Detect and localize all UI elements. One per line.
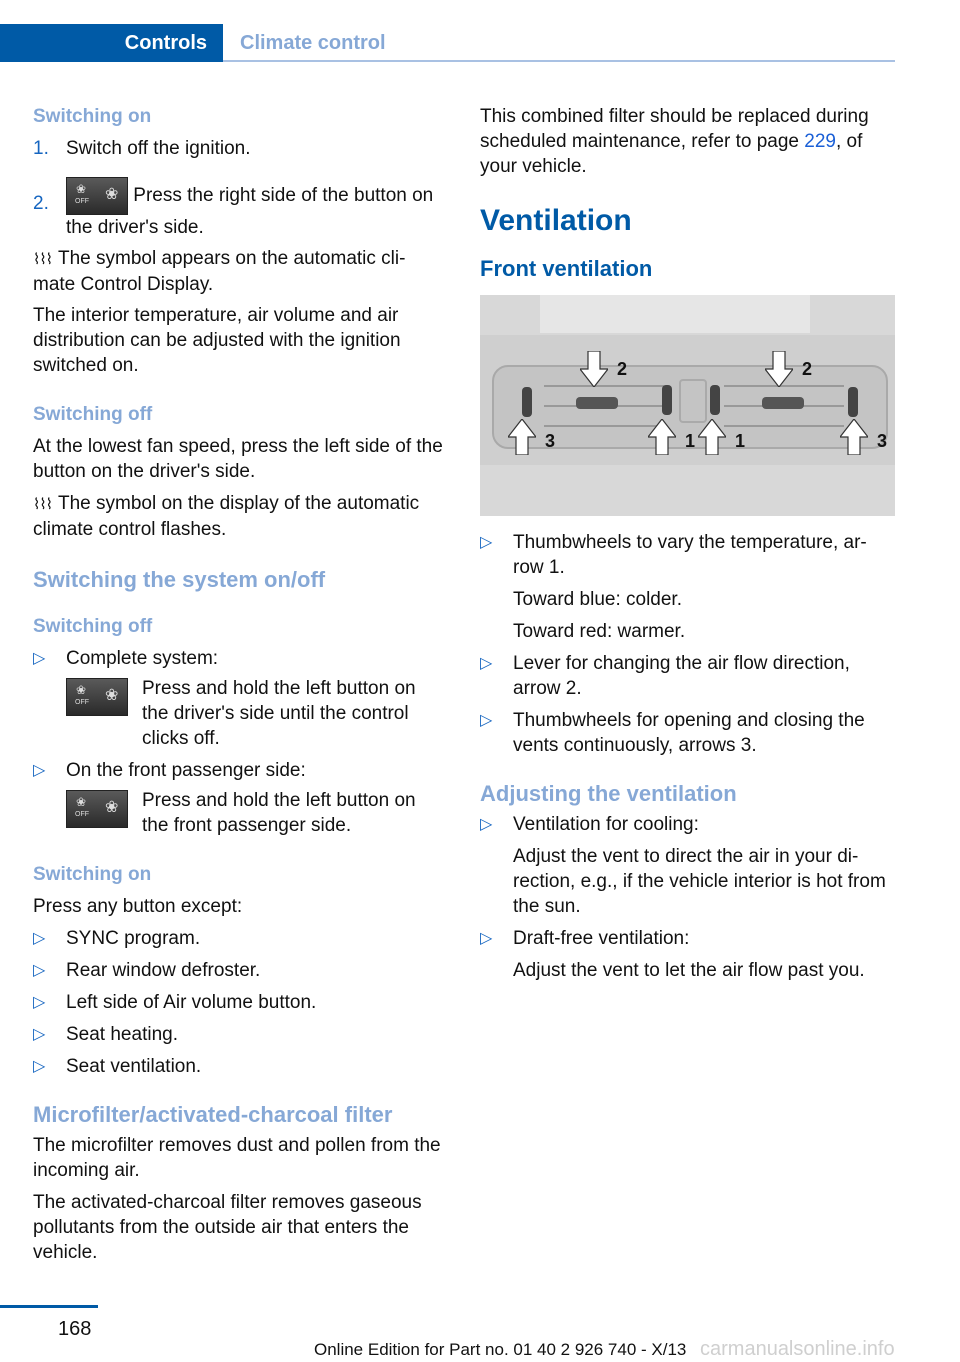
paragraph: The activated-charcoal filter removes gaseous pollutants from the outside air that enters the vehicle.	[33, 1192, 422, 1263]
list-item: ▷ Rear window defroster.	[33, 960, 261, 981]
list-item: ▷ SYNC program.	[33, 928, 201, 949]
subheading-switching-on: Switching on	[33, 864, 152, 885]
ventilation-symbol-icon: ⌇⌇⌇	[33, 496, 52, 513]
callout-arrow-3: 3	[508, 419, 536, 455]
bullet-triangle-icon: ▷	[480, 534, 493, 551]
step-number: 2.	[33, 193, 49, 214]
step-text: Press the right side of the button on the driver's side.	[66, 185, 434, 238]
heading-front-ventilation: Front ventilation	[480, 256, 653, 281]
bullet-triangle-icon: ▷	[480, 816, 493, 833]
footer-accent-bar	[0, 1305, 98, 1308]
fan-icon: ❀	[76, 683, 87, 697]
watermark: carmanualsonline.info	[700, 1338, 895, 1360]
bullet-triangle-icon: ▷	[480, 930, 493, 947]
thumbwheel	[848, 387, 858, 417]
front-vent-illustration	[480, 295, 895, 516]
bullet-triangle-icon: ▷	[33, 962, 46, 979]
edition-text: Online Edition for Part no. 01 40 2 926 740 - X/13	[314, 1340, 687, 1359]
fan-icon: ❀	[76, 795, 87, 809]
list-item: ▷ Left side of Air volume button.	[33, 992, 317, 1013]
chapter-tab-climate-control: Climate control	[240, 32, 386, 54]
paragraph: The interior temperature, air volume and air distribution can be adjusted with the ignition switched on.	[33, 305, 401, 376]
right-column	[480, 100, 896, 983]
off-label: OFF	[75, 198, 89, 205]
symbol-note: ⌇⌇⌇ The symbol appears on the automatic cli-mate Control Display.	[33, 248, 406, 295]
list-item: ▷ Draft-free ventilation: Adjust the vent to let the air flow past you.	[480, 928, 865, 981]
subheading-switching-off: Switching off	[33, 616, 153, 637]
bullet-triangle-icon: ▷	[480, 712, 493, 729]
paragraph: Press any button except:	[33, 896, 243, 917]
off-label: OFF	[75, 811, 89, 818]
step-1	[33, 136, 443, 161]
bullet-triangle-icon: ▷	[33, 930, 46, 947]
heading-microfilter: Microfilter/activated-charcoal filter	[33, 1102, 393, 1127]
list-item: ▷ Thumbwheels to vary the temperature, ar-row 1. Toward blue: colder. Toward red: warmer.	[480, 532, 867, 642]
fan-off-button-image	[66, 678, 128, 716]
callout-arrow-1: 1	[648, 419, 676, 455]
left-column	[33, 100, 443, 1265]
off-label: OFF	[75, 699, 89, 706]
subheading-switching-on: Switching on	[33, 106, 152, 127]
bullet-triangle-icon: ▷	[33, 1058, 46, 1075]
fan-off-button-image	[66, 177, 128, 215]
list-item: ▷ Complete system: ❀ OFF ❀ Press and hold the left button on the driver's side until the control clicks off.	[33, 648, 416, 749]
fan-icon: ❀	[105, 186, 119, 203]
thumbwheel	[710, 385, 720, 415]
fan-off-button-image	[66, 790, 128, 828]
heading-adjusting-ventilation: Adjusting the ventilation	[480, 781, 737, 806]
vent-lever	[576, 397, 618, 409]
vent-lever	[762, 397, 804, 409]
header-divider	[223, 60, 895, 62]
list-item: ▷ Seat ventilation.	[33, 1056, 202, 1077]
section-tab-controls: Controls	[0, 24, 223, 62]
callout-arrow-1: 1	[698, 419, 726, 455]
bullet-triangle-icon: ▷	[33, 1026, 46, 1043]
filter-paragraph: This combined filter should be replaced during scheduled maintenance, refer to page 229, of your vehicle.	[480, 106, 869, 177]
ventilation-symbol-icon: ⌇⌇⌇	[33, 251, 52, 268]
callout-arrow-2: 2	[765, 351, 793, 387]
page-header	[0, 24, 895, 62]
thumbwheel	[662, 385, 672, 415]
step-2	[33, 177, 443, 240]
step-text: Switch off the ignition.	[66, 138, 251, 159]
fan-icon: ❀	[76, 182, 87, 196]
page-reference-link[interactable]: 229	[804, 131, 836, 152]
list-item: ▷ Lever for changing the air flow direction, arrow 2.	[480, 653, 850, 699]
paragraph: The microfilter removes dust and pollen from the incoming air.	[33, 1135, 441, 1181]
callout-arrow-3: 3	[840, 419, 868, 455]
bullet-triangle-icon: ▷	[33, 762, 46, 779]
list-item: ▷ Thumbwheels for opening and closing the vents continuously, arrows 3.	[480, 710, 865, 756]
step-number: 1.	[33, 138, 49, 159]
bullet-triangle-icon: ▷	[480, 655, 493, 672]
subheading-switching-off: Switching off	[33, 404, 153, 425]
bullet-triangle-icon: ▷	[33, 994, 46, 1011]
thumbwheel	[522, 387, 532, 417]
display-outline	[540, 295, 810, 333]
fan-icon: ❀	[105, 799, 119, 816]
list-item: ▷ On the front passenger side: ❀ OFF ❀ Press and hold the left button on the front passenger side.	[33, 760, 416, 836]
paragraph: At the lowest fan speed, press the left side of the button on the driver's side.	[33, 436, 443, 482]
bullet-triangle-icon: ▷	[33, 650, 46, 667]
symbol-note: ⌇⌇⌇ The symbol on the display of the automatic climate control flashes.	[33, 493, 420, 540]
heading-ventilation: Ventilation	[480, 204, 632, 237]
list-item: ▷ Seat heating.	[33, 1024, 178, 1045]
fan-icon: ❀	[105, 687, 119, 704]
list-item: ▷ Ventilation for cooling: Adjust the vent to direct the air in your di-rection, e.g., if the vehicle interior is hot from the sun.	[480, 814, 886, 917]
heading-switching-system: Switching the system on/off	[33, 567, 326, 592]
page-number: 168	[58, 1318, 92, 1340]
callout-arrow-2: 2	[580, 351, 608, 387]
